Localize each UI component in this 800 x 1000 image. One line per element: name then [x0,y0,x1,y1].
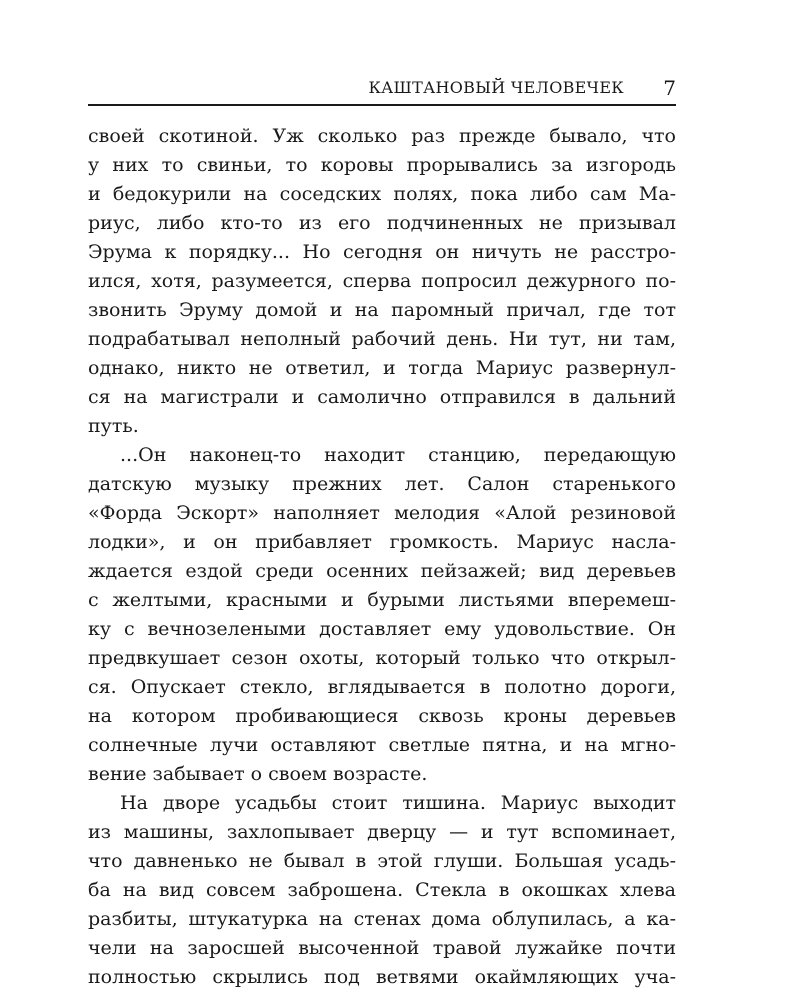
text-line: и бедокурили на соседских полях, пока либо сам Ма- [88,183,676,205]
text-line: подрабатывал неполный рабочий день. Ни тут, ни там, [88,328,676,350]
text-line: что давненько не бывал в этой глуши. Большая усадь- [88,850,676,872]
text-line: ся. Опускает стекло, вглядывается в полотно дороги, [88,676,676,698]
text-line: однако, никто не ответил, и тогда Мариус развернул- [88,357,676,379]
text-line: ся на магистрали и самолично отправился в дальний [88,386,676,408]
text-line: ждается ездой среди осенних пейзажей; вид деревьев [88,560,676,582]
text-line: предвкушает сезон охоты, который только что открыл- [88,647,676,669]
text-line: с желтыми, красными и бурыми листьями вперемеш- [88,589,676,611]
text-line: солнечные лучи оставляют светлые пятна, и на мгно- [88,734,676,756]
text-line: на котором пробивающиеся сквозь кроны деревьев [88,705,676,727]
text-line: полностью скрылись под ветвями окаймляющих уча- [88,966,676,988]
text-line: путь. [88,415,139,437]
text-line: ба на вид совсем заброшена. Стекла в окошках хлева [88,879,676,901]
text-line: «Форда Эскорт» наполняет мелодия «Алой резиновой [88,502,676,524]
text-line: датскую музыку прежних лет. Салон старенького [88,473,676,495]
text-line: из машины, захлопывает дверцу — и тут вспоминает, [88,821,676,843]
text-line: разбиты, штукатурка на стенах дома облупилась, а ка- [88,908,676,930]
text-line: лодки», и он прибавляет громкость. Мариус насла- [88,531,676,553]
text-line: Эрума к порядку... Но сегодня он ничуть не расстро- [88,241,676,263]
text-line: На дворе усадьбы стоит тишина. Мариус выходит [120,792,676,814]
page-number: 7 [663,76,676,100]
text-line: своей скотиной. Уж сколько раз прежде бывало, что [88,125,676,147]
text-line: чели на заросшей высоченной травой лужайке почти [88,937,676,959]
text-line: ился, хотя, разумеется, сперва попросил дежурного по- [88,270,676,292]
running-header [88,76,676,106]
text-line: ку с вечнозелеными доставляет ему удовольствие. Он [88,618,676,640]
book-title: КАШТАНОВЫЙ ЧЕЛОВЕЧЕК [368,78,624,97]
text-line: ...Он наконец-то находит станцию, передающую [120,444,676,466]
text-line: риус, либо кто-то из его подчиненных не призывал [88,212,676,234]
body-text [88,122,676,992]
text-line: вение забывает о своем возрасте. [88,763,428,785]
text-line: у них то свиньи, то коровы прорывались за изгородь [88,154,676,176]
text-line: звонить Эруму домой и на паромный причал, где тот [88,299,676,321]
